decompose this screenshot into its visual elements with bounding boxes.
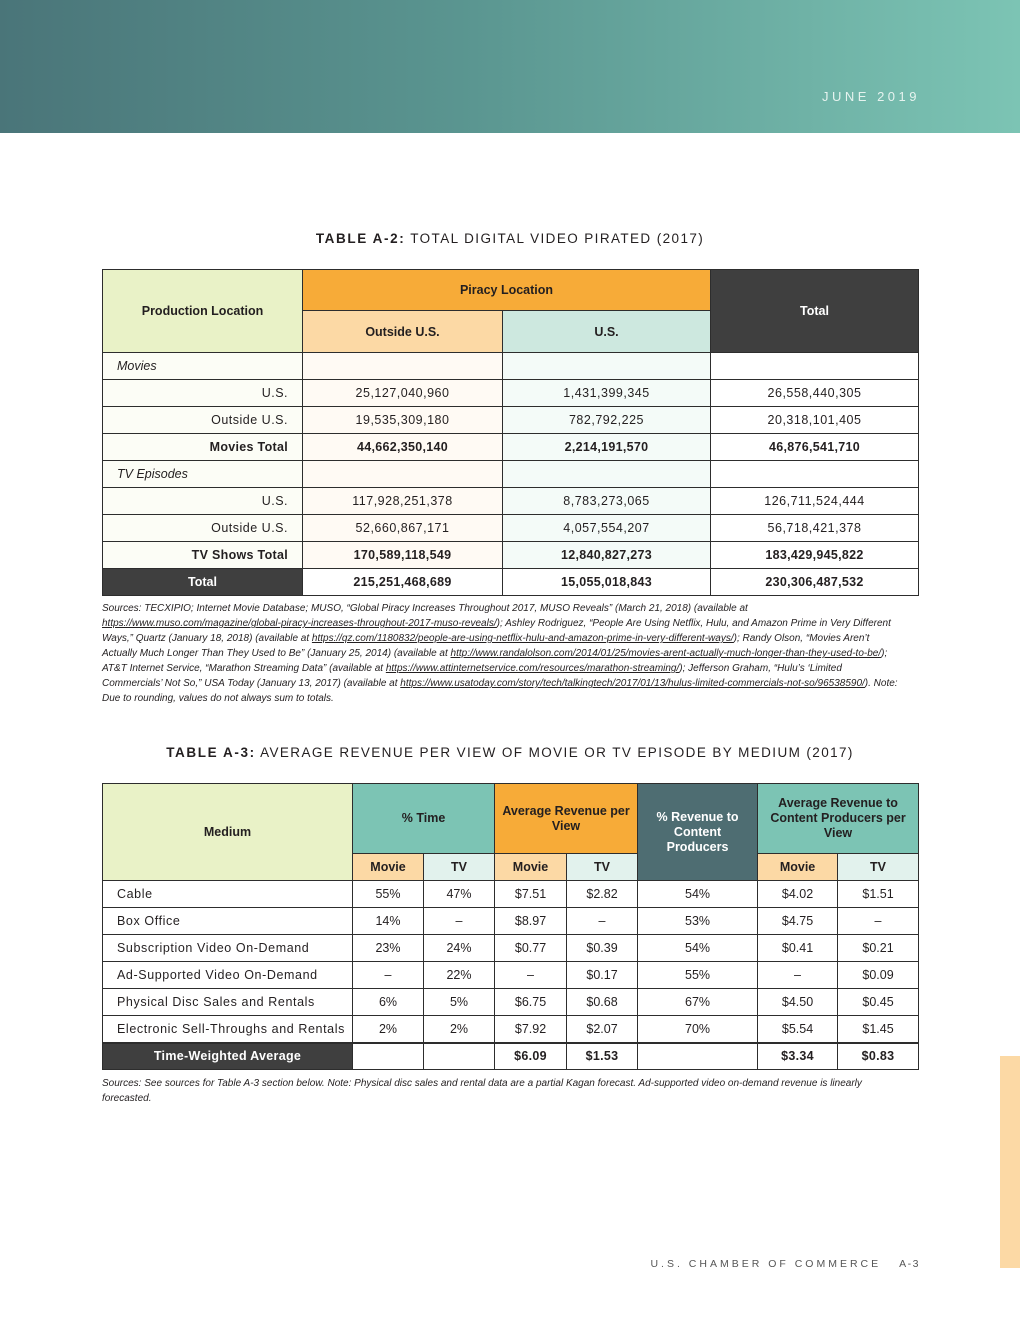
cell-rev-movie: $0.77 xyxy=(495,935,567,962)
table-row xyxy=(103,542,919,569)
cell-cp-movie: $4.75 xyxy=(758,908,838,935)
cell-time-movie: 14% xyxy=(353,908,424,935)
table-row-average xyxy=(103,1043,919,1070)
row-label: U.S. xyxy=(103,380,303,407)
header-movie: Movie xyxy=(495,854,567,881)
cell-outside: 19,535,309,180 xyxy=(303,407,503,434)
table-row xyxy=(103,908,919,935)
row-label: Movies xyxy=(103,353,303,380)
cell-total: 20,318,101,405 xyxy=(711,407,919,434)
cell-medium: Time-Weighted Average xyxy=(103,1043,353,1070)
table-row-total xyxy=(103,569,919,596)
cell-total: 46,876,541,710 xyxy=(711,434,919,461)
cell-total xyxy=(711,461,919,488)
cell-cp-tv: $0.45 xyxy=(838,989,919,1016)
table-a3-label: TABLE A-3: xyxy=(166,745,256,760)
cell-us xyxy=(503,461,711,488)
cell-rev-tv: $1.53 xyxy=(567,1043,638,1070)
table-row xyxy=(103,515,919,542)
row-label: Outside U.S. xyxy=(103,515,303,542)
row-label: TV Shows Total xyxy=(103,542,303,569)
cell-total xyxy=(711,353,919,380)
cell-us: 4,057,554,207 xyxy=(503,515,711,542)
cell-rev-tv: – xyxy=(567,908,638,935)
cell-cp-tv: – xyxy=(838,908,919,935)
cell-rev-movie: $8.97 xyxy=(495,908,567,935)
sources-text: Sources: TECXIPIO; Internet Movie Database; MUSO, “Global Piracy Increases Throughout 2017, MUSO Reveals” (March 21, 2018) (available at xyxy=(102,603,748,614)
cell-total: 183,429,945,822 xyxy=(711,542,919,569)
cell-outside: 170,589,118,549 xyxy=(303,542,503,569)
header-avg-revenue-cp: Average Revenue to Content Producers per View xyxy=(758,784,919,854)
header-total: Total xyxy=(711,270,919,353)
cell-outside: 25,127,040,960 xyxy=(303,380,503,407)
cell-us: 8,783,273,065 xyxy=(503,488,711,515)
cell-pct-rev: 70% xyxy=(638,1016,758,1043)
cell-rev-tv: $0.17 xyxy=(567,962,638,989)
page-number: A-3 xyxy=(899,1258,920,1270)
cell-rev-tv: $2.07 xyxy=(567,1016,638,1043)
table-row xyxy=(103,881,919,908)
table-a2-sources xyxy=(102,601,902,706)
header-production-location: Production Location xyxy=(103,270,303,353)
header-movie: Movie xyxy=(758,854,838,881)
cell-time-movie: 55% xyxy=(353,881,424,908)
header-movie: Movie xyxy=(353,854,424,881)
table-a2-title-text: TOTAL DIGITAL VIDEO PIRATED (2017) xyxy=(410,231,705,246)
header-us: U.S. xyxy=(503,311,711,353)
cell-cp-movie: – xyxy=(758,962,838,989)
cell-cp-movie: $0.41 xyxy=(758,935,838,962)
cell-outside: 52,660,867,171 xyxy=(303,515,503,542)
header-piracy-location: Piracy Location xyxy=(303,270,711,311)
row-label: Outside U.S. xyxy=(103,407,303,434)
table-row xyxy=(103,488,919,515)
cell-pct-rev xyxy=(638,1043,758,1070)
cell-medium: Box Office xyxy=(103,908,353,935)
header-band xyxy=(0,0,1020,133)
cell-outside: 117,928,251,378 xyxy=(303,488,503,515)
table-a2-label: TABLE A-2: xyxy=(315,231,406,246)
cell-rev-tv: $2.82 xyxy=(567,881,638,908)
cell-cp-movie: $4.02 xyxy=(758,881,838,908)
cell-us xyxy=(503,353,711,380)
cell-us: 2,214,191,570 xyxy=(503,434,711,461)
cell-time-tv: 5% xyxy=(424,989,495,1016)
header-pct-time: % Time xyxy=(353,784,495,854)
header-avg-revenue: Average Revenue per View xyxy=(495,784,638,854)
cell-pct-rev: 53% xyxy=(638,908,758,935)
cell-medium: Physical Disc Sales and Rentals xyxy=(103,989,353,1016)
cell-time-tv xyxy=(424,1043,495,1070)
cell-time-movie: 23% xyxy=(353,935,424,962)
source-link[interactable]: https://qz.com/1180832/people-are-using-netflix-hulu-and-amazon-prime-in-very-different-ways/ xyxy=(311,633,734,644)
row-label: TV Episodes xyxy=(103,461,303,488)
table-row xyxy=(103,935,919,962)
source-link[interactable]: https://www.muso.com/magazine/global-piracy-increases-throughout-2017-muso-reveals/ xyxy=(102,618,497,629)
table-row xyxy=(103,989,919,1016)
cell-time-tv: – xyxy=(424,908,495,935)
footer xyxy=(650,1258,920,1270)
source-link[interactable]: https://www.attinternetservice.com/resources/marathon-streaming/ xyxy=(385,663,680,674)
cell-rev-tv: $0.39 xyxy=(567,935,638,962)
sources-text: ); AT&T Internet Service, “Marathon Streaming Data” (available at xyxy=(102,648,888,674)
header-date: JUNE 2019 xyxy=(822,89,920,104)
cell-medium: Electronic Sell-Throughs and Rentals xyxy=(103,1016,353,1043)
row-label: Movies Total xyxy=(103,434,303,461)
table-row xyxy=(103,353,919,380)
cell-rev-movie: $6.75 xyxy=(495,989,567,1016)
cell-outside: 44,662,350,140 xyxy=(303,434,503,461)
cell-cp-movie: $4.50 xyxy=(758,989,838,1016)
table-row xyxy=(103,1016,919,1043)
cell-us: 12,840,827,273 xyxy=(503,542,711,569)
table-row xyxy=(103,434,919,461)
cell-rev-movie: $7.92 xyxy=(495,1016,567,1043)
cell-cp-tv: $0.83 xyxy=(838,1043,919,1070)
header-tv: TV xyxy=(838,854,919,881)
cell-medium: Ad-Supported Video On-Demand xyxy=(103,962,353,989)
cell-total: 56,718,421,378 xyxy=(711,515,919,542)
table-a3-title-text: AVERAGE REVENUE PER VIEW OF MOVIE OR TV EPISODE BY MEDIUM (2017) xyxy=(260,745,854,760)
table-a2-title xyxy=(0,231,1020,246)
cell-cp-tv: $0.09 xyxy=(838,962,919,989)
cell-time-movie xyxy=(353,1043,424,1070)
cell-total: 230,306,487,532 xyxy=(711,569,919,596)
header-medium: Medium xyxy=(103,784,353,881)
source-link[interactable]: http://www.randalolson.com/2014/01/25/movies-arent-actually-much-longer-than-they-used-to-be/ xyxy=(450,648,882,659)
source-link[interactable]: https://www.usatoday.com/story/tech/talkingtech/2017/01/13/hulus-limited-commercials-not-so/96538590/ xyxy=(400,678,865,689)
cell-time-movie: – xyxy=(353,962,424,989)
cell-pct-rev: 67% xyxy=(638,989,758,1016)
footer-org: U.S. CHAMBER OF COMMERCE xyxy=(650,1258,882,1270)
sources-text: ). Note: Due to rounding, values do not always sum to totals. xyxy=(102,678,898,704)
row-label: Total xyxy=(103,569,303,596)
cell-rev-movie: – xyxy=(495,962,567,989)
header-outside-us: Outside U.S. xyxy=(303,311,503,353)
table-a2 xyxy=(102,269,919,596)
cell-rev-tv: $0.68 xyxy=(567,989,638,1016)
cell-pct-rev: 54% xyxy=(638,935,758,962)
header-pct-revenue: % Revenue to Content Producers xyxy=(638,784,758,881)
cell-cp-tv: $1.45 xyxy=(838,1016,919,1043)
cell-us: 1,431,399,345 xyxy=(503,380,711,407)
cell-time-movie: 6% xyxy=(353,989,424,1016)
cell-cp-movie: $5.54 xyxy=(758,1016,838,1043)
header-tv: TV xyxy=(567,854,638,881)
row-label: U.S. xyxy=(103,488,303,515)
cell-rev-movie: $7.51 xyxy=(495,881,567,908)
table-a3-title xyxy=(0,745,1020,760)
cell-time-tv: 2% xyxy=(424,1016,495,1043)
cell-us: 782,792,225 xyxy=(503,407,711,434)
cell-outside: 215,251,468,689 xyxy=(303,569,503,596)
cell-time-tv: 47% xyxy=(424,881,495,908)
table-a3 xyxy=(102,783,919,1070)
cell-medium: Subscription Video On-Demand xyxy=(103,935,353,962)
sources-text: ); Jefferson Graham, “Hulu’s ‘Limited Commercials’ Not So,” USA Today (January 13, 2017) (available at xyxy=(102,663,842,689)
cell-time-tv: 24% xyxy=(424,935,495,962)
table-a3-sources: Sources: See sources for Table A-3 section below. Note: Physical disc sales and rental data are a partial Kagan forecast. Ad-supported video on-demand revenue is linearly forecasted. xyxy=(102,1078,862,1104)
table-row xyxy=(103,461,919,488)
cell-pct-rev: 54% xyxy=(638,881,758,908)
cell-total: 26,558,440,305 xyxy=(711,380,919,407)
table-row xyxy=(103,962,919,989)
sources-text: ); Ashley Rodriguez, “People Are Using Netflix, Hulu, and Amazon Prime in Very Different Ways,” Quartz (January 18, 2018) (available at xyxy=(102,618,891,644)
cell-medium: Cable xyxy=(103,881,353,908)
cell-total: 126,711,524,444 xyxy=(711,488,919,515)
side-tab xyxy=(1000,1056,1020,1268)
cell-pct-rev: 55% xyxy=(638,962,758,989)
cell-cp-movie: $3.34 xyxy=(758,1043,838,1070)
cell-time-tv: 22% xyxy=(424,962,495,989)
table-row xyxy=(103,380,919,407)
cell-outside xyxy=(303,461,503,488)
header-tv: TV xyxy=(424,854,495,881)
cell-cp-tv: $0.21 xyxy=(838,935,919,962)
cell-outside xyxy=(303,353,503,380)
cell-cp-tv: $1.51 xyxy=(838,881,919,908)
table-row xyxy=(103,407,919,434)
cell-rev-movie: $6.09 xyxy=(495,1043,567,1070)
cell-us: 15,055,018,843 xyxy=(503,569,711,596)
sources-text: ); Randy Olson, “Movies Aren’t Actually Much Longer Than They Used to Be” (January 25, 2014) (available at xyxy=(102,633,870,659)
cell-time-movie: 2% xyxy=(353,1016,424,1043)
